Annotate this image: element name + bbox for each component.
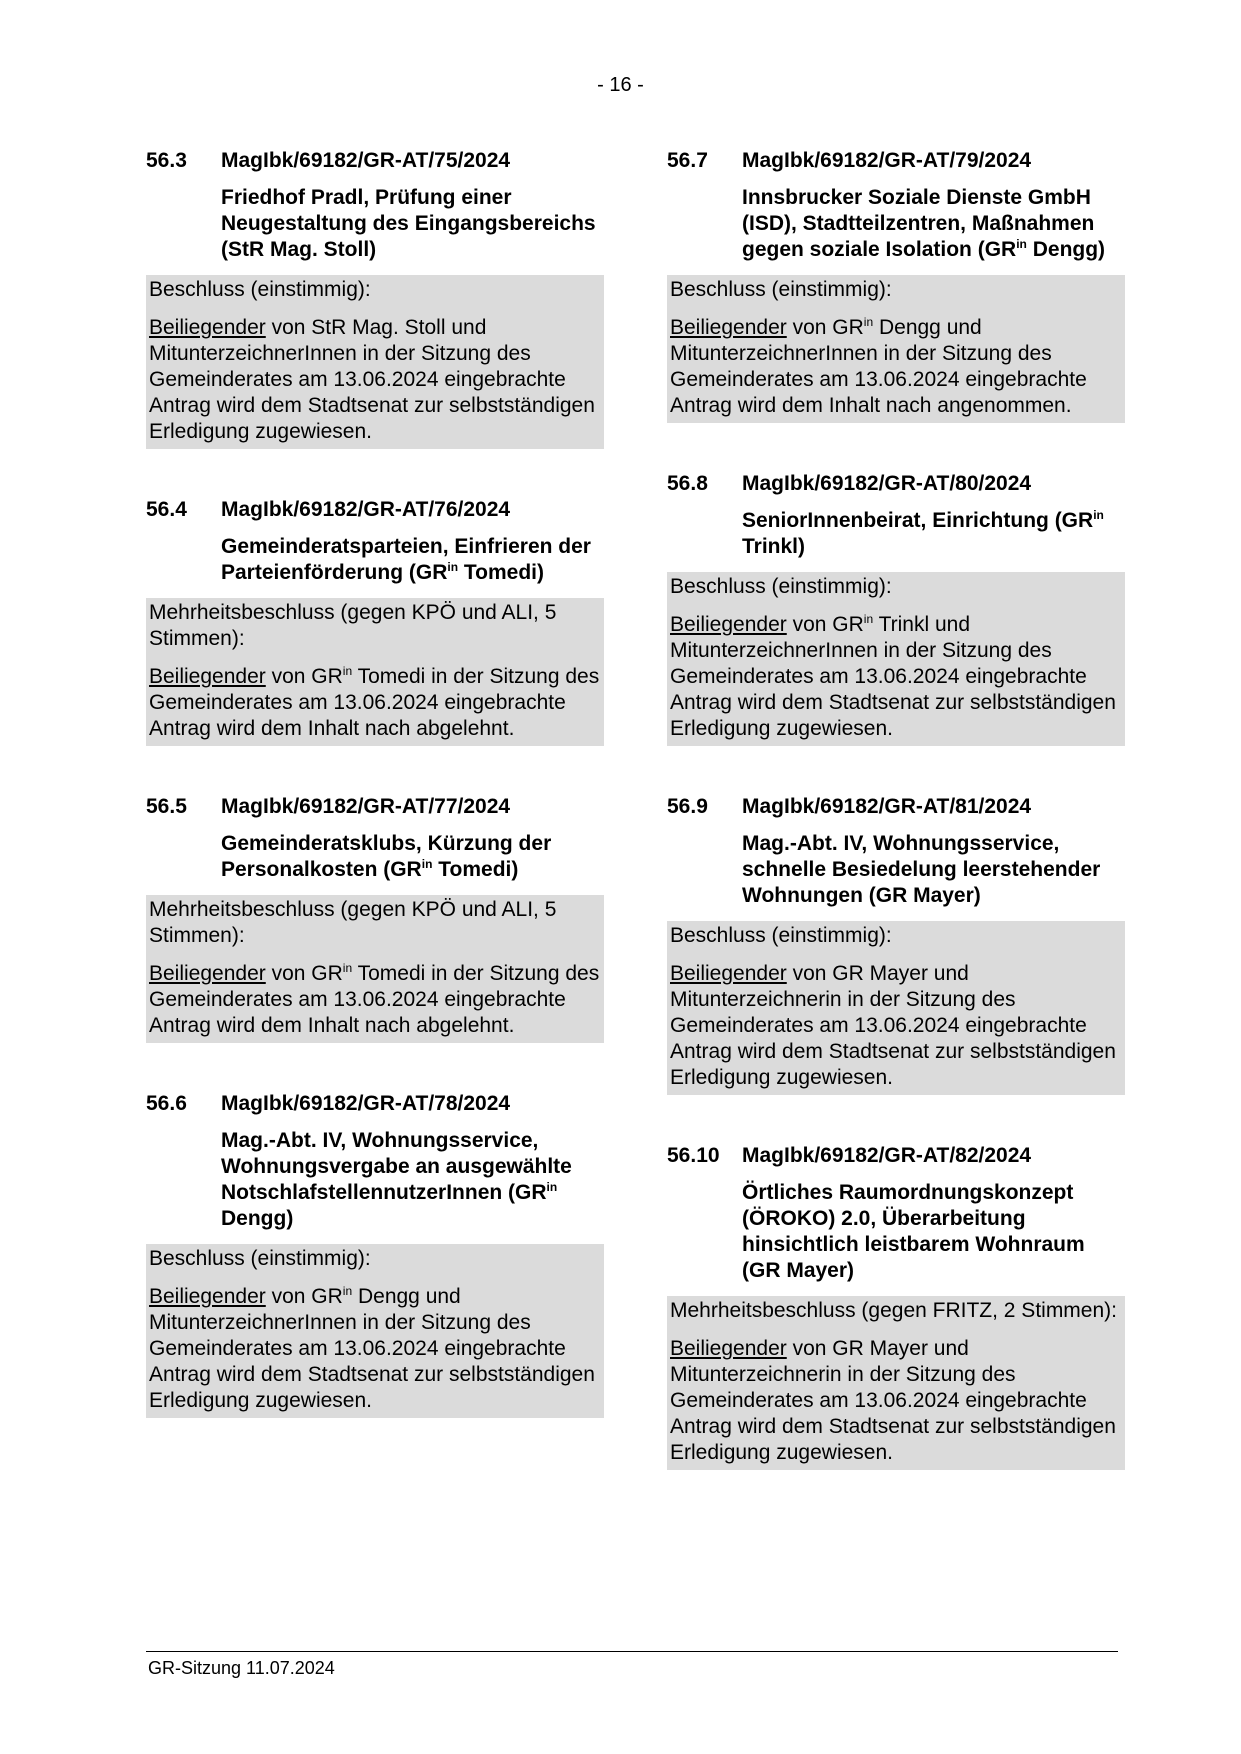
agenda-item xyxy=(146,1091,604,1418)
item-title: Mag.-Abt. IV, Wohnungsservice, Wohnungsvergabe an ausgewählte NotschlafstellennutzerInnen ($GR^{in}$ Dengg) xyxy=(221,1129,572,1230)
page-number: - 16 - xyxy=(597,74,644,96)
item-reference: MagIbk/69182/GR-AT/79/2024 xyxy=(742,149,1032,172)
decision-label: Beschluss (einstimmig): xyxy=(149,278,371,301)
footer-text: GR-Sitzung 11.07.2024 xyxy=(148,1658,335,1678)
item-number: 56.5 xyxy=(146,795,187,818)
item-reference: MagIbk/69182/GR-AT/82/2024 xyxy=(742,1144,1032,1167)
item-title: Friedhof Pradl, Prüfung einer Neugestaltung des Eingangsbereichs (StR Mag. Stoll) xyxy=(221,186,596,261)
decision-box xyxy=(146,275,604,449)
decision-lead: Beiliegender xyxy=(149,665,266,688)
decision-box xyxy=(146,598,604,746)
item-number: 56.3 xyxy=(146,149,187,172)
decision-text: Beiliegender von GR Mayer und Mitunterzeichnerin in der Sitzung des Gemeinderates am 13.06.2024 eingebrachte Antrag wird dem Stadtsenat zur selbstständigen Erledigung zugewiesen. xyxy=(670,962,1116,1089)
item-number: 56.8 xyxy=(667,472,708,495)
item-title: Örtliches Raumordnungskonzept (ÖROKO) 2.0, Überarbeitung hinsichtlich leistbarem Wohnraum (GR Mayer) xyxy=(742,1181,1085,1282)
agenda-item xyxy=(667,1143,1125,1470)
decision-lead: Beiliegender xyxy=(149,316,266,339)
decision-label: Beschluss (einstimmig): xyxy=(670,924,892,947)
decision-box xyxy=(667,1296,1125,1470)
decision-lead: Beiliegender xyxy=(670,613,787,636)
decision-box xyxy=(146,1244,604,1418)
decision-label: Mehrheitsbeschluss (gegen KPÖ und ALI, 5 Stimmen): xyxy=(149,898,557,947)
decision-lead: Beiliegender xyxy=(670,316,787,339)
item-title: Innsbrucker Soziale Dienste GmbH (ISD), Stadtteilzentren, Maßnahmen gegen soziale Isolation ($GR^{in}$ Dengg) xyxy=(742,186,1106,261)
decision-box xyxy=(146,895,604,1043)
decision-text: Beiliegender von GR Mayer und Mitunterzeichnerin in der Sitzung des Gemeinderates am 13.06.2024 eingebrachte Antrag wird dem Stadtsenat zur selbstständigen Erledigung zugewiesen. xyxy=(670,1337,1116,1464)
agenda-item xyxy=(667,148,1125,423)
decision-label: Mehrheitsbeschluss (gegen FRITZ, 2 Stimmen): xyxy=(670,1299,1117,1322)
item-reference: MagIbk/69182/GR-AT/75/2024 xyxy=(221,149,511,172)
decision-lead: Beiliegender xyxy=(670,962,787,985)
decision-text: Beiliegender von $GR^{in}$ Dengg und MitunterzeichnerInnen in der Sitzung des Gemeinderates am 13.06.2024 eingebrachte Antrag wird dem Stadtsenat zur selbstständigen Erledigung zugewiesen. xyxy=(149,1284,595,1412)
decision-box xyxy=(667,275,1125,423)
item-reference: MagIbk/69182/GR-AT/78/2024 xyxy=(221,1092,511,1115)
item-title: Mag.-Abt. IV, Wohnungsservice, schnelle Besiedelung leerstehender Wohnungen (GR Mayer) xyxy=(742,832,1101,907)
item-number: 56.6 xyxy=(146,1092,187,1115)
left-column xyxy=(146,148,604,1466)
item-title: Gemeinderatsparteien, Einfrieren der Parteienförderung ($GR^{in}$ Tomedi) xyxy=(221,535,591,584)
decision-box xyxy=(667,572,1125,746)
decision-label: Beschluss (einstimmig): xyxy=(670,575,892,598)
item-number: 56.9 xyxy=(667,795,708,818)
decision-lead: Beiliegender xyxy=(670,1337,787,1360)
decision-text: Beiliegender von $GR^{in}$ Tomedi in der Sitzung des Gemeinderates am 13.06.2024 eingebrachte Antrag wird dem Inhalt nach abgelehnt. xyxy=(149,664,600,740)
decision-text: Beiliegender von $GR^{in}$ Trinkl und MitunterzeichnerInnen in der Sitzung des Gemeinderates am 13.06.2024 eingebrachte Antrag wird dem Stadtsenat zur selbstständigen Erledigung zugewiesen. xyxy=(670,612,1116,740)
item-number: 56.4 xyxy=(146,498,187,521)
decision-label: Beschluss (einstimmig): xyxy=(670,278,892,301)
decision-box xyxy=(667,921,1125,1095)
agenda-item xyxy=(146,794,604,1043)
decision-text: Beiliegender von $GR^{in}$ Dengg und MitunterzeichnerInnen in der Sitzung des Gemeinderates am 13.06.2024 eingebrachte Antrag wird dem Inhalt nach angenommen. xyxy=(670,315,1087,417)
decision-text: Beiliegender von $GR^{in}$ Tomedi in der Sitzung des Gemeinderates am 13.06.2024 eingebrachte Antrag wird dem Inhalt nach abgelehnt. xyxy=(149,961,600,1037)
item-reference: MagIbk/69182/GR-AT/80/2024 xyxy=(742,472,1032,495)
item-reference: MagIbk/69182/GR-AT/76/2024 xyxy=(221,498,511,521)
item-reference: MagIbk/69182/GR-AT/81/2024 xyxy=(742,795,1032,818)
item-title: SeniorInnenbeirat, Einrichtung ($GR^{in}$ Trinkl) xyxy=(742,508,1104,558)
footer-divider xyxy=(146,1651,1118,1652)
item-title: Gemeinderatsklubs, Kürzung der Personalkosten ($GR^{in}$ Tomedi) xyxy=(221,832,552,881)
right-column xyxy=(667,148,1125,1518)
decision-label: Mehrheitsbeschluss (gegen KPÖ und ALI, 5 Stimmen): xyxy=(149,601,557,650)
agenda-item xyxy=(667,794,1125,1095)
decision-text: Beiliegender von StR Mag. Stoll und MitunterzeichnerInnen in der Sitzung des Gemeinderates am 13.06.2024 eingebrachte Antrag wird dem Stadtsenat zur selbstständigen Erledigung zugewiesen. xyxy=(149,316,595,443)
agenda-item xyxy=(146,497,604,746)
agenda-item xyxy=(667,471,1125,746)
item-number: 56.7 xyxy=(667,149,708,172)
agenda-item xyxy=(146,148,604,449)
item-number: 56.10 xyxy=(667,1144,720,1167)
decision-lead: Beiliegender xyxy=(149,1285,266,1308)
decision-label: Beschluss (einstimmig): xyxy=(149,1247,371,1270)
item-reference: MagIbk/69182/GR-AT/77/2024 xyxy=(221,795,511,818)
decision-lead: Beiliegender xyxy=(149,962,266,985)
